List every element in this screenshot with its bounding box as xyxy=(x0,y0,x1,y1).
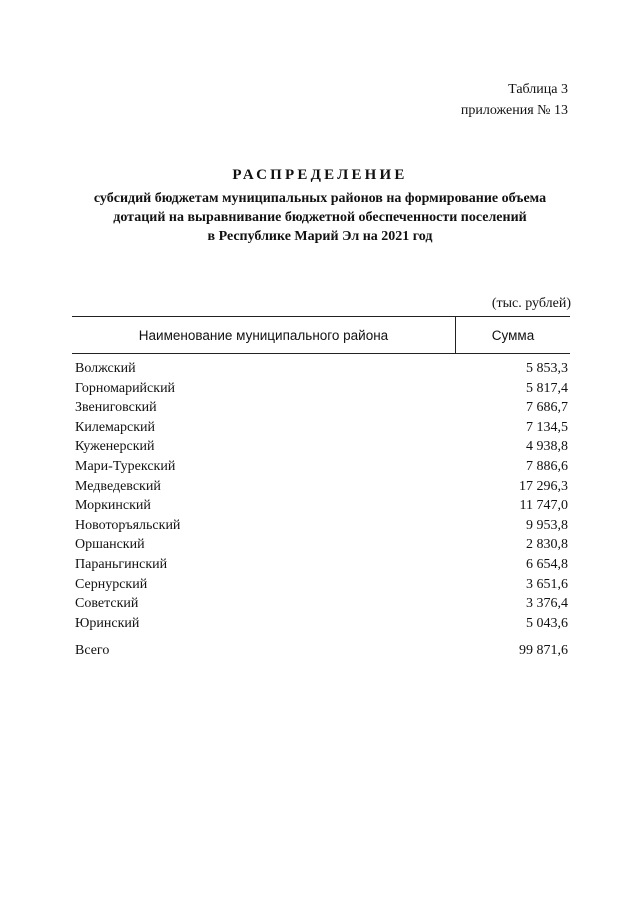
table-row xyxy=(75,457,568,477)
district-sum: 5 853,3 xyxy=(526,361,568,376)
table-row xyxy=(75,594,568,614)
header-sum: Сумма xyxy=(491,327,535,343)
district-name: Звениговский xyxy=(75,400,157,416)
table-row xyxy=(75,418,568,438)
units-label: (тыс. рублей) xyxy=(491,296,571,311)
total-label: Всего xyxy=(75,643,110,658)
district-name: Медведевский xyxy=(75,478,161,494)
table-body xyxy=(75,359,568,633)
district-name: Килемарский xyxy=(75,419,156,435)
table-row xyxy=(75,359,568,379)
total-row xyxy=(75,641,568,660)
header-district-name-text: Наименование муниципального района xyxy=(138,327,389,343)
table-row xyxy=(75,477,568,497)
district-sum: 3 651,6 xyxy=(526,576,568,592)
district-sum: 7 886,6 xyxy=(526,458,568,474)
district-name: Параньгинский xyxy=(75,556,168,572)
district-sum: 2 830,8 xyxy=(526,537,568,553)
district-name: Советский xyxy=(75,596,139,612)
district-sum: 6 654,8 xyxy=(526,556,568,572)
district-sum: 11 747,0 xyxy=(519,498,568,514)
table-row xyxy=(75,437,568,457)
district-sum: 17 296,3 xyxy=(519,478,568,494)
district-name: Оршанский xyxy=(75,537,145,553)
title-main: РАСПРЕДЕЛЕНИЕ xyxy=(232,167,408,183)
table-row xyxy=(75,614,568,634)
district-name: Сернурский xyxy=(75,576,148,592)
district-sum: 3 376,4 xyxy=(526,596,568,612)
table-row xyxy=(75,535,568,555)
title-line-2: дотаций на выравнивание бюджетной обеспеченности поселений xyxy=(113,210,527,225)
document-title xyxy=(60,166,580,246)
table-row xyxy=(75,575,568,595)
district-sum: 5 817,4 xyxy=(526,380,568,396)
title-line-3: в Республике Марий Эл на 2021 год xyxy=(207,229,433,244)
table-row xyxy=(75,516,568,536)
table-row xyxy=(75,379,568,399)
total-sum: 99 871,6 xyxy=(519,643,568,658)
district-sum: 4 938,8 xyxy=(526,439,568,455)
title-line-1: субсидий бюджетам муниципальных районов на формирование объема xyxy=(93,191,547,206)
district-name: Моркинский xyxy=(75,498,151,514)
district-name: Волжский xyxy=(75,361,136,376)
district-name: Мари-Турекский xyxy=(75,458,176,474)
district-sum: 9 953,8 xyxy=(526,517,568,533)
header-district-name xyxy=(72,317,456,353)
table-header xyxy=(72,316,570,354)
district-sum: 7 134,5 xyxy=(526,419,568,435)
district-name: Юринский xyxy=(75,615,140,631)
district-name: Горномарийский xyxy=(75,380,176,396)
district-name: Новоторъяльский xyxy=(75,517,181,533)
district-sum: 7 686,7 xyxy=(526,400,568,416)
district-name: Куженерский xyxy=(75,439,155,455)
table-row xyxy=(75,398,568,418)
table-row xyxy=(75,555,568,575)
district-sum: 5 043,6 xyxy=(526,615,568,631)
appendix-number: приложения № 13 xyxy=(460,103,568,118)
table-row xyxy=(75,496,568,516)
table-reference xyxy=(461,79,568,121)
table-number: Таблица 3 xyxy=(508,82,568,97)
